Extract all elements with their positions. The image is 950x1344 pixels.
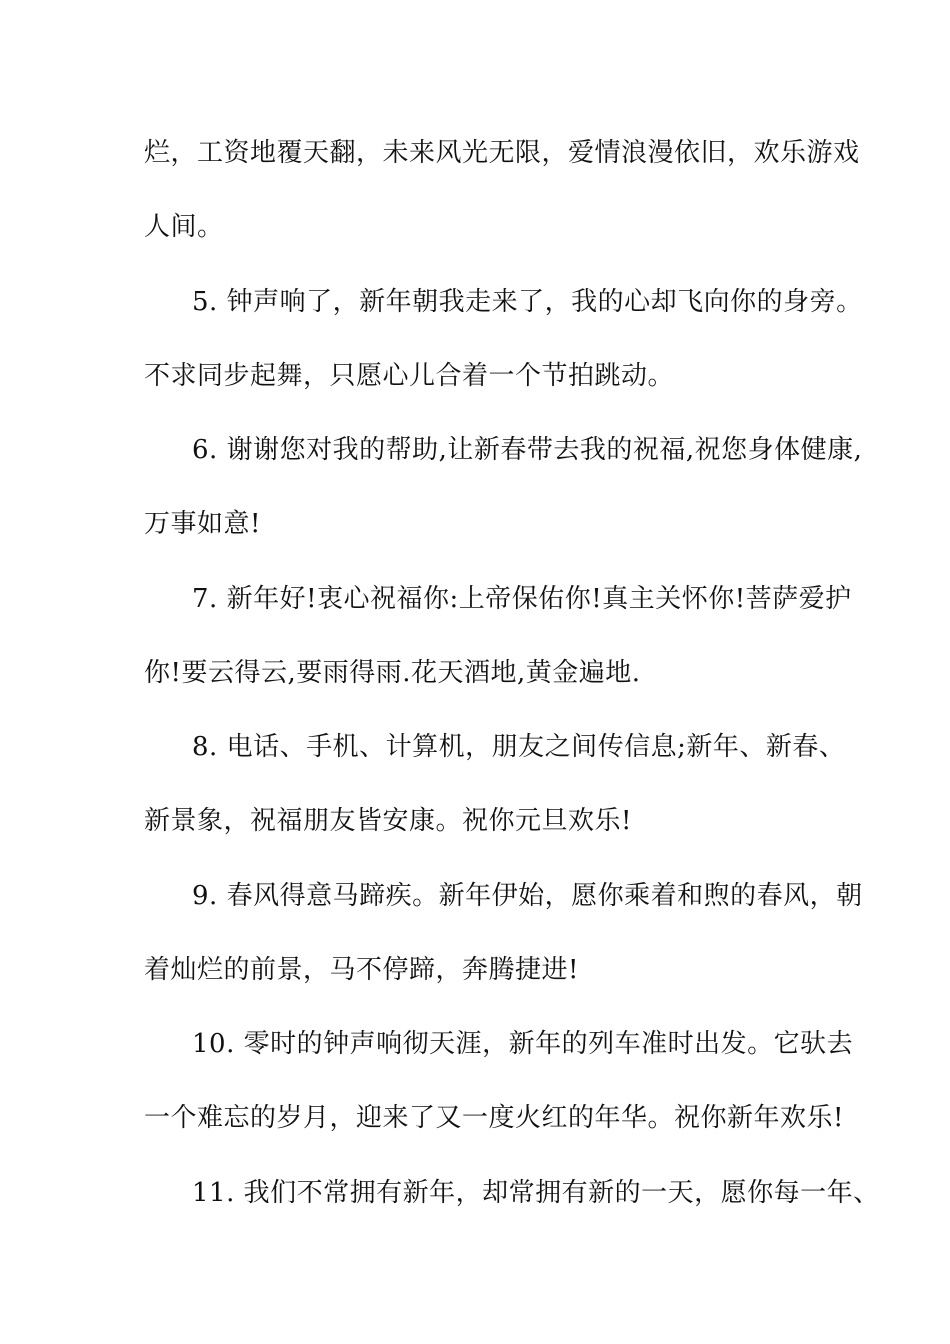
text-line: 新景象，祝福朋友皆安康。祝你元旦欢乐! xyxy=(144,806,632,836)
list-item-6: 6. 谢谢您对我的帮助,让新春带去我的祝福,祝您身体健康, xyxy=(192,435,863,465)
text-line: 不求同步起舞，只愿心儿合着一个节拍跳动。 xyxy=(144,361,675,391)
text-line: 万事如意! xyxy=(144,509,261,539)
text-line: 一个难忘的岁月，迎来了又一度火红的年华。祝你新年欢乐! xyxy=(144,1103,844,1133)
list-item-11: 11. 我们不常拥有新年，却常拥有新的一天，愿你每一年、 xyxy=(192,1178,880,1208)
list-item-7: 7. 新年好!衷心祝福你:上帝保佑你!真主关怀你!菩萨爱护 xyxy=(192,584,852,614)
list-item-5: 5. 钟声响了，新年朝我走来了，我的心却飞向你的身旁。 xyxy=(192,287,863,317)
text-line: 着灿烂的前景，马不停蹄，奔腾捷进! xyxy=(144,955,579,985)
text-line: 你!要云得云,要雨得雨.花天酒地,黄金遍地. xyxy=(144,658,641,688)
list-item-9: 9. 春风得意马蹄疾。新年伊始，愿你乘着和煦的春风，朝 xyxy=(192,881,863,911)
list-item-10: 10. 零时的钟声响彻天涯，新年的列车准时出发。它驮去 xyxy=(192,1029,854,1059)
text-line: 人间。 xyxy=(144,212,224,242)
list-item-8: 8. 电话、手机、计算机，朋友之间传信息;新年、新春、 xyxy=(192,732,846,762)
text-line: 烂，工资地覆天翻，未来风光无限，爱情浪漫依旧，欢乐游戏 xyxy=(144,138,860,168)
